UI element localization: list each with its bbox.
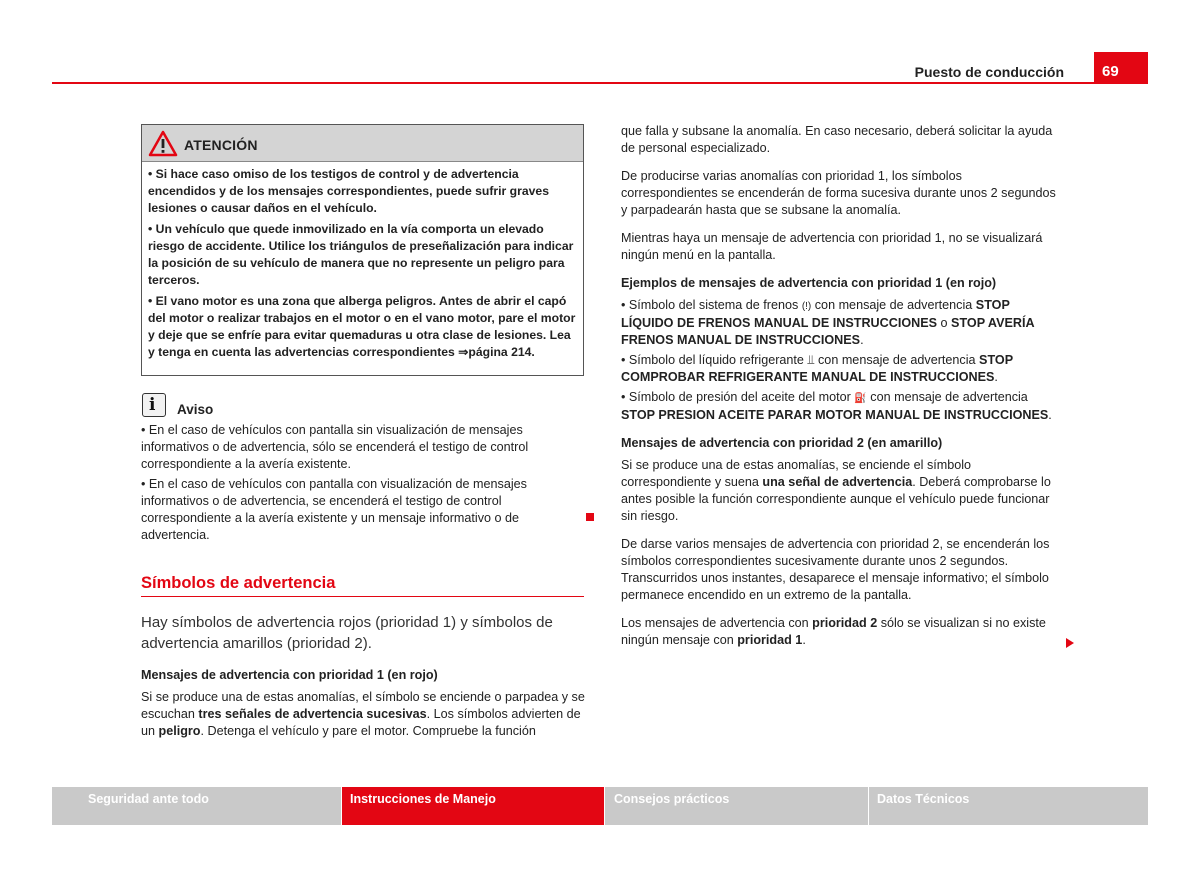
footer-tab-datos[interactable]: Datos Técnicos [869, 787, 1148, 825]
subheading-priority-1: Mensajes de advertencia con prioridad 1 (en rojo) [141, 668, 438, 682]
footer-tab-seguridad[interactable]: Seguridad ante todo [52, 787, 341, 825]
warning-body [142, 162, 583, 361]
paragraph: Los mensajes de advertencia con prioridad 2 sólo se visualizan si no existe ningún mensaje con prioridad 1. [621, 616, 1046, 647]
paragraph: Mientras haya un mensaje de advertencia con prioridad 1, no se visualizará ningún menú en la pantalla. [621, 231, 1043, 262]
list-item: • Símbolo del sistema de frenos (!) con mensaje de advertencia STOP LÍQUIDO DE FRENOS MANUAL DE INSTRUCCIONES o STOP AVERÍA FRENOS MANUAL DE INSTRUCCIONES. [621, 298, 1035, 347]
note-item: • En el caso de vehículos con pantalla sin visualización de mensajes informativos o de advertencia, sólo se encenderá el testigo de control correspondiente a la avería existente. [141, 423, 529, 471]
warning-triangle-icon [148, 130, 178, 157]
end-of-section-marker [586, 513, 594, 521]
section-header-title: Puesto de conducción [914, 64, 1064, 80]
warning-box [141, 124, 584, 376]
note-item: • En el caso de vehículos con pantalla con visualización de mensajes informativos o de advertencia, se encenderá el testigo de control correspondiente a la avería existente y un mensaje informativo o de advertencia. [141, 477, 527, 542]
right-column-text [621, 123, 1061, 649]
warning-title: ATENCIÓN [184, 137, 258, 153]
paragraph: Si se produce una de estas anomalías, el símbolo se enciende o parpadea y se escuchan tres señales de advertencia sucesivas. Los símbolos advierten de un peligro. Detenga el vehículo y pare el motor. Compruebe la función [141, 690, 585, 738]
note-title: Aviso [177, 402, 214, 417]
footer-tab-consejos[interactable]: Consejos prácticos [605, 787, 868, 825]
list-item: • Símbolo de presión del aceite del motor ⛽ con mensaje de advertencia STOP PRESION ACEITE PARAR MOTOR MANUAL DE INSTRUCCIONES. [621, 390, 1052, 422]
oil-pressure-icon: ⛽ [854, 393, 867, 404]
warning-item: • El vano motor es una zona que alberga peligros. Antes de abrir el capó del motor o realizar trabajos en el motor o en el vano motor, pare el motor y deje que se enfríe para evitar quemaduras u otra clase de lesiones. Lea y tenga en cuenta las advertencias correspondientes ⇒página 214. [148, 294, 576, 359]
note-body [141, 422, 586, 544]
left-column-text [141, 667, 586, 740]
paragraph: que falla y subsane la anomalía. En caso necesario, deberá solicitar la ayuda de personal especializado. [621, 124, 1053, 155]
warning-item: • Si hace caso omiso de los testigos de control y de advertencia encendidos y de los mensajes correspondientes, puede sufrir graves lesiones o causar daños en el vehículo. [148, 167, 549, 215]
section-title: Símbolos de advertencia [141, 574, 336, 592]
continue-arrow-icon [1066, 638, 1074, 648]
warning-item: • Un vehículo que quede inmovilizado en la vía comporta un elevado riesgo de accidente. Utilice los triángulos de preseñalización para indicar la posición de su vehículo de manera que no represente un peligro para terceros. [148, 222, 574, 287]
header-divider [52, 82, 1148, 84]
page-number: 69 [1094, 52, 1148, 84]
paragraph: De darse varios mensajes de advertencia con prioridad 2, se encenderán los símbolos correspondientes sucesivamente durante unos 2 segundos. Transcurridos unos instantes, desaparece el mensaje informativo; el símbolo permanece encendido en un extremo de la pantalla. [621, 537, 1050, 602]
paragraph: De producirse varias anomalías con prioridad 1, los símbolos correspondientes se encenderán de forma sucesiva durante unos 2 segundos y parpadearán hasta que se subsane la anomalía. [621, 169, 1056, 217]
brake-icon: (!) [801, 301, 812, 312]
subheading-examples: Ejemplos de mensajes de advertencia con prioridad 1 (en rojo) [621, 276, 997, 290]
info-icon: i [142, 393, 166, 417]
section-title-underline [141, 596, 584, 597]
list-item: • Símbolo del líquido refrigerante ⫫ con mensaje de advertencia STOP COMPROBAR REFRIGERANTE MANUAL DE INSTRUCCIONES. [621, 353, 1013, 384]
paragraph: Si se produce una de estas anomalías, se enciende el símbolo correspondiente y suena una señal de advertencia. Deberá comprobarse lo antes posible la función correspondiente aunque el vehículo puede funcionar sin riesgo. [621, 458, 1051, 523]
section-intro: Hay símbolos de advertencia rojos (prioridad 1) y símbolos de advertencia amarillos (prioridad 2). [141, 614, 553, 652]
warning-header [142, 125, 583, 162]
coolant-icon: ⫫ [807, 353, 815, 367]
subheading-priority-2: Mensajes de advertencia con prioridad 2 (en amarillo) [621, 436, 943, 450]
footer-tab-instrucciones[interactable]: Instrucciones de Manejo [342, 787, 604, 825]
